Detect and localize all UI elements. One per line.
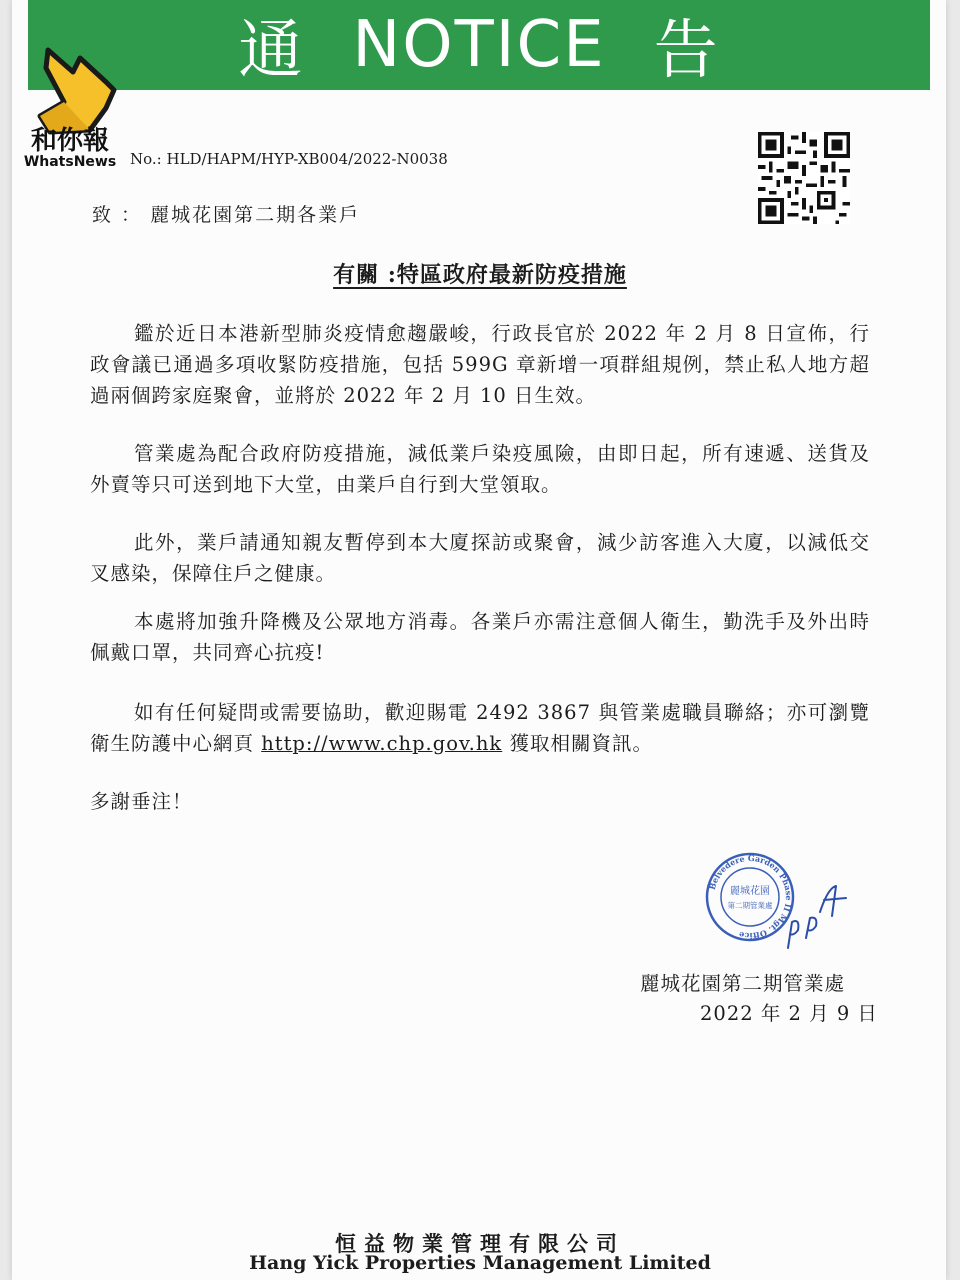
contact-text-end: 獲取相關資訊。 [502, 732, 653, 755]
addressee-line: 致 ： 麗城花園第二期各業戶 [92, 204, 361, 226]
company-name-zh: 恒益物業管理有限公司 [335, 1231, 625, 1256]
subject-text: 有關 :特區政府最新防疫措施 [333, 262, 627, 288]
watermark-name-en: WhatsNews [23, 154, 117, 170]
issue-date: 2022 年 2 月 9 日 [700, 1002, 878, 1025]
svg-text:Belvedere Garden Phase II Mgt.: Belvedere Garden Phase II Mgt. Office [706, 852, 795, 942]
paragraph-visitor-restriction: 此外，業戶請通知親友暫停到本大廈探訪或聚會，減少訪客進入大廈，以減低交叉感染，保障住戶之健康。 [90, 531, 870, 585]
paragraph-delivery-arrangement: 管業處為配合政府防疫措施，減低業戶染疫風險，由即日起，所有速遞、送貨及外賣等只可送到地下大堂，由業戶自行到大堂領取。 [90, 442, 870, 496]
svg-text:麗城花園: 麗城花園 [730, 886, 770, 897]
svg-text:第二期管業處: 第二期管業處 [727, 901, 773, 910]
watermark-name-zh: 和你報 [30, 126, 109, 156]
issuing-office: 麗城花園第二期管業處 [640, 972, 846, 995]
reference-number: No.: HLD/HAPM/HYP-XB004/2022-N0038 [130, 150, 448, 168]
contact-text: 如有任何疑問或需要協助，歡迎賜電 2492 3867 與管業處職員聯絡；亦可瀏覽衛生防護中心網頁 [90, 701, 870, 755]
qr-code-icon[interactable] [758, 132, 850, 224]
chp-website-link[interactable]: http://www.chp.gov.hk [261, 732, 503, 755]
company-name-en: Hang Yick Properties Management Limited [249, 1252, 711, 1274]
banner-title: NOTICE [352, 8, 606, 82]
notice-banner [28, 0, 930, 90]
handwritten-signature-icon [780, 878, 850, 968]
notice-subject [0, 258, 960, 289]
closing-remark: 多謝垂注！ [90, 790, 193, 813]
paragraph-hygiene-measures: 本處將加強升降機及公眾地方消毒。各業戶亦需注意個人衛生，勤洗手及外出時佩戴口罩，共同齊心抗疫! [90, 610, 870, 664]
paragraph-policy-announcement: 鑑於近日本港新型肺炎疫情愈趨嚴峻，行政長官於 2022 年 2 月 8 日宣佈，行政會議已通過多項收緊防疫措施，包括 599G 章新增一項群組規例，禁止私人地方超過兩個跨家庭聚會，並將於 2022 年 2 月 10 日生效。 [90, 322, 870, 407]
banner-left-char: 通 [238, 14, 305, 88]
banner-right-char: 告 [653, 14, 720, 88]
paragraph-contact-info [90, 697, 870, 759]
